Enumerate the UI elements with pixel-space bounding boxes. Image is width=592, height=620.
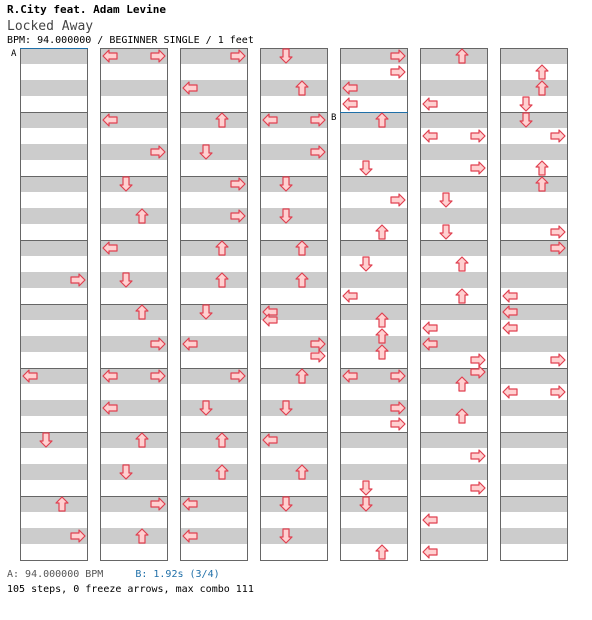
beat-stripe (20, 432, 88, 448)
beat-stripe (260, 208, 328, 224)
beat-stripe (420, 432, 488, 448)
arrow-down-icon (440, 225, 452, 239)
beat-stripe (420, 112, 488, 128)
beat-stripe (420, 496, 488, 512)
beat-stripe (340, 176, 408, 192)
beat-stripe (180, 304, 248, 320)
beat-stripe (500, 336, 568, 352)
beat-stripe (500, 400, 568, 416)
beat-stripe (340, 464, 408, 480)
arrow-right-icon (391, 194, 405, 206)
arrow-right-icon (551, 226, 565, 238)
arrow-up-icon (456, 289, 468, 303)
arrow-left-icon (343, 290, 357, 302)
arrow-down-icon (360, 481, 372, 495)
arrow-left-icon (503, 386, 517, 398)
beat-stripe (100, 464, 168, 480)
arrow-right-icon (471, 450, 485, 462)
footer-stop-b: B: 1.92s (3/4) (135, 569, 220, 580)
beat-stripe (260, 400, 328, 416)
arrow-down-icon (360, 257, 372, 271)
beat-stripe (20, 112, 88, 128)
beat-stripe (340, 144, 408, 160)
beat-stripe (340, 304, 408, 320)
beat-stripe (20, 208, 88, 224)
beat-stripe (20, 240, 88, 256)
beat-stripe (420, 48, 488, 64)
arrow-down-icon (440, 193, 452, 207)
beat-stripe (340, 528, 408, 544)
beat-stripe (100, 176, 168, 192)
beat-stripe (500, 112, 568, 128)
arrow-right-icon (471, 482, 485, 494)
beat-stripe (20, 336, 88, 352)
beat-stripe (20, 464, 88, 480)
beat-stripe (500, 496, 568, 512)
arrow-up-icon (376, 545, 388, 559)
beat-stripe (500, 528, 568, 544)
beat-stripe (180, 112, 248, 128)
beat-stripe (100, 304, 168, 320)
beat-stripe (20, 176, 88, 192)
arrow-left-icon (423, 98, 437, 110)
beat-stripe (100, 272, 168, 288)
arrow-left-icon (423, 130, 437, 142)
beat-stripe (340, 432, 408, 448)
beat-stripe (100, 432, 168, 448)
marker-label: B (331, 113, 337, 123)
arrow-up-icon (536, 65, 548, 79)
beat-stripe (260, 272, 328, 288)
arrow-right-icon (471, 354, 485, 366)
arrow-left-icon (423, 546, 437, 558)
beat-stripe (340, 208, 408, 224)
song-artist-title: R.City feat. Adam Levine (7, 3, 166, 16)
footer-timing (7, 569, 220, 580)
arrow-down-icon (360, 161, 372, 175)
beat-stripe (260, 48, 328, 64)
arrow-up-icon (456, 257, 468, 271)
beat-stripe (500, 80, 568, 96)
beat-stripe (260, 464, 328, 480)
beat-stripe (180, 464, 248, 480)
beat-stripe (20, 144, 88, 160)
arrow-right-icon (391, 66, 405, 78)
song-title: Locked Away (7, 19, 94, 34)
beat-stripe (180, 144, 248, 160)
beat-stripe (180, 272, 248, 288)
arrow-left-icon (423, 514, 437, 526)
beat-stripe (420, 240, 488, 256)
arrow-right-icon (551, 354, 565, 366)
beat-stripe (340, 336, 408, 352)
beat-stripe (420, 464, 488, 480)
beat-stripe (340, 240, 408, 256)
arrow-right-icon (391, 418, 405, 430)
beat-stripe (20, 80, 88, 96)
footer-bpm-a: A: 94.000000 BPM (7, 569, 104, 580)
beat-stripe (340, 112, 408, 128)
arrow-left-icon (503, 322, 517, 334)
arrow-left-icon (343, 98, 357, 110)
arrow-up-icon (376, 225, 388, 239)
beat-stripe (260, 240, 328, 256)
arrow-left-icon (423, 322, 437, 334)
arrow-down-icon (520, 97, 532, 111)
beat-stripe (260, 528, 328, 544)
beat-stripe (100, 80, 168, 96)
beat-stripe (420, 400, 488, 416)
arrow-left-icon (503, 290, 517, 302)
beat-stripe (260, 80, 328, 96)
beat-stripe (100, 528, 168, 544)
arrow-up-icon (536, 161, 548, 175)
beat-stripe (180, 432, 248, 448)
beat-stripe (500, 48, 568, 64)
beat-stripe (260, 368, 328, 384)
beat-stripe (180, 240, 248, 256)
beat-stripe (260, 496, 328, 512)
beat-stripe (420, 80, 488, 96)
beat-stripe (420, 176, 488, 192)
beat-stripe (20, 48, 88, 64)
beat-stripe (260, 176, 328, 192)
beat-stripe (20, 304, 88, 320)
beat-stripe (500, 272, 568, 288)
beat-stripe (420, 208, 488, 224)
beat-stripe (500, 144, 568, 160)
beat-stripe (500, 432, 568, 448)
beat-stripe (500, 368, 568, 384)
beat-stripe (420, 272, 488, 288)
beat-stripe (20, 400, 88, 416)
beat-stripe (20, 496, 88, 512)
beat-stripe (100, 208, 168, 224)
arrow-right-icon (551, 130, 565, 142)
beat-stripe (500, 176, 568, 192)
chart-info: BPM: 94.000000 / BEGINNER SINGLE / 1 feet (7, 35, 254, 46)
beat-stripe (500, 464, 568, 480)
beat-stripe (340, 272, 408, 288)
beat-stripe (420, 304, 488, 320)
beat-stripe (420, 528, 488, 544)
beat-stripe (180, 400, 248, 416)
footer-summary: 105 steps, 0 freeze arrows, max combo 111 (7, 584, 254, 595)
beat-stripe (340, 496, 408, 512)
marker-label: A (11, 49, 17, 59)
beat-stripe (420, 144, 488, 160)
beat-stripe (500, 208, 568, 224)
arrow-right-icon (471, 130, 485, 142)
arrow-right-icon (551, 386, 565, 398)
arrow-right-icon (471, 162, 485, 174)
